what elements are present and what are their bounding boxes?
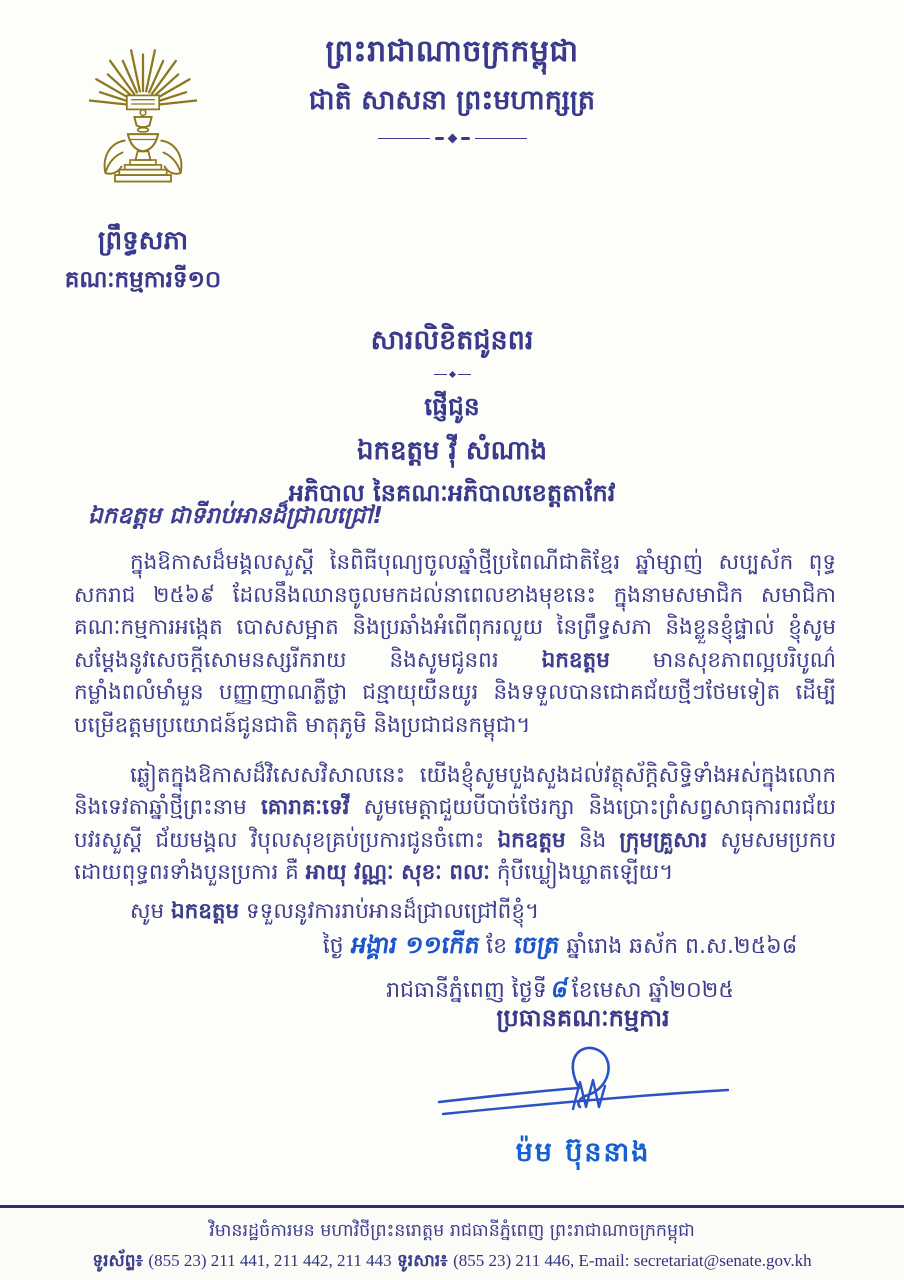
month-year-suffix: ខែមេសា ឆ្នាំ២០២៥ [571, 978, 734, 1003]
handwritten-month: ចេត្រ [512, 931, 562, 959]
recipient-name: ឯកឧត្តម វ៉ី សំណាង [356, 436, 548, 466]
document-title: សារលិខិតជូនពរ [370, 325, 534, 356]
signature-block [428, 1003, 738, 1175]
title-block [0, 324, 904, 513]
footer-contact [0, 1250, 904, 1275]
paragraph-1: ក្នុងឱកាសដ៏មង្គលសួស្ដី នៃពិធីបុណ្យចូលឆ្នាំថ្មីប្រពៃណីជាតិខ្មែរ ឆ្នាំម្សាញ់ សប្បស័ក ពុទ្ធសករាជ ២៥៦៩ ដែលនឹងឈានចូលមកដល់នាពេលខាងមុខនេះ ក្នុងនាមសមាជិក សមាជិកាគណៈកម្មការអង្កេត បោសសម្អាត និងប្រឆាំងអំពើពុករលួយ នៃព្រឹទ្ធសភា និងខ្លួនខ្ញុំផ្ទាល់ ខ្ញុំសូមសម្ដែងនូវសេចក្ដីសោមនស្សរីករាយ និងសូមជូនពរ ឯកឧត្តម មានសុខភាពល្អបរិបូណ៌ កម្លាំងពលំមាំមួន បញ្ញាញាណភ្លឺថ្លា ជន្មាយុយឺនយូរ និងទទួលបានជោគជ័យថ្មីៗថែមទៀត ដើម្បីបម្រើឧត្តមប្រយោជន៍ជូនជាតិ មាតុភូមិ និងប្រជាជនកម្ពុជា។ [74, 550, 836, 738]
ornamental-divider [0, 135, 904, 142]
paragraph-3: សូម ឯកឧត្តម ទទួលនូវការរាប់អានដ៏ជ្រាលជ្រៅពីខ្ញុំ។ [130, 898, 540, 924]
date-block [270, 930, 850, 1009]
fax-label: ទូរសារ៖ [397, 1251, 448, 1271]
signer-name: ម៉ម ប៊ុននាង [515, 1137, 651, 1168]
institution-name: ព្រឹទ្ធសភា [97, 226, 189, 256]
ink-signature-icon [433, 1040, 733, 1128]
footer-address: វិមានរដ្ឋចំការមន មហាវិថីព្រះនរោត្តម រាជធានីភ្នំពេញ ព្រះរាជាណាចក្រកម្ពុជា [209, 1221, 695, 1241]
commission-name: គណៈកម្មការទី១០ [64, 267, 222, 293]
kingdom-header [0, 32, 904, 142]
month-label: ខែ [486, 934, 508, 959]
city-and-day-prefix: រាជធានីភ្នំពេញ ថ្ងៃទី [386, 978, 547, 1003]
kingdom-title: ព្រះរាជាណាចក្រកម្ពុជា [325, 34, 579, 69]
recipient-position: អភិបាល នៃគណៈអភិបាលខេត្តតាកែវ [288, 479, 616, 507]
handwritten-date-number: ៨ [549, 975, 571, 1003]
kingdom-motto: ជាតិ សាសនា ព្រះមហាក្សត្រ [308, 85, 596, 116]
phone-label: ទូរស័ព្ទ៖ [92, 1251, 144, 1271]
day-label: ថ្ងៃ [322, 934, 344, 959]
send-to-label: ផ្ញើជូន [424, 392, 480, 421]
footer [0, 1205, 904, 1280]
letter-body [74, 547, 836, 929]
lunar-year: ឆ្នាំរោង ឆស័ក ព.ស.២៥៦៨ [566, 934, 798, 959]
salutation-line: ឯកឧត្តម ជាទីរាប់អានដ៏ជ្រាលជ្រៅ! [88, 503, 383, 529]
signer-title: ប្រធានគណៈកម្មការ [496, 1004, 670, 1032]
paragraph-2: ឆ្លៀតក្នុងឱកាសដ៏វិសេសវិសាលនេះ យើងខ្ញុំសូមបួងសួងដល់វត្ថុស័ក្ដិសិទ្ធិទាំងអស់ក្នុងលោក និងទេវតាឆ្នាំថ្មីព្រះនាម គោរាគៈទេវី សូមមេត្តាជួយបីបាច់ថែរក្សា និងប្រោះព្រំសព្វសាធុការពរជ័យ បវរសួស្ដី ជ័យមង្គល វិបុលសុខគ្រប់ប្រការជូនចំពោះ ឯកឧត្តម និង ក្រុមគ្រួសារ សូមសមប្រកបដោយពុទ្ធពរទាំងបួនប្រការ គឺ អាយុ វណ្ណៈ សុខៈ ពលៈ កុំបីឃ្លៀងឃ្លាតឡើយ។ [74, 762, 836, 886]
small-divider [0, 372, 904, 377]
handwritten-day: អង្គារ ១១កើត [349, 931, 482, 959]
phone-numbers: (855 23) 211 441, 211 442, 211 443 [148, 1251, 392, 1270]
lunar-date-line [270, 930, 850, 965]
fax-and-email: (855 23) 211 446, E-mail: secretariat@senate.gov.kh [453, 1251, 812, 1270]
